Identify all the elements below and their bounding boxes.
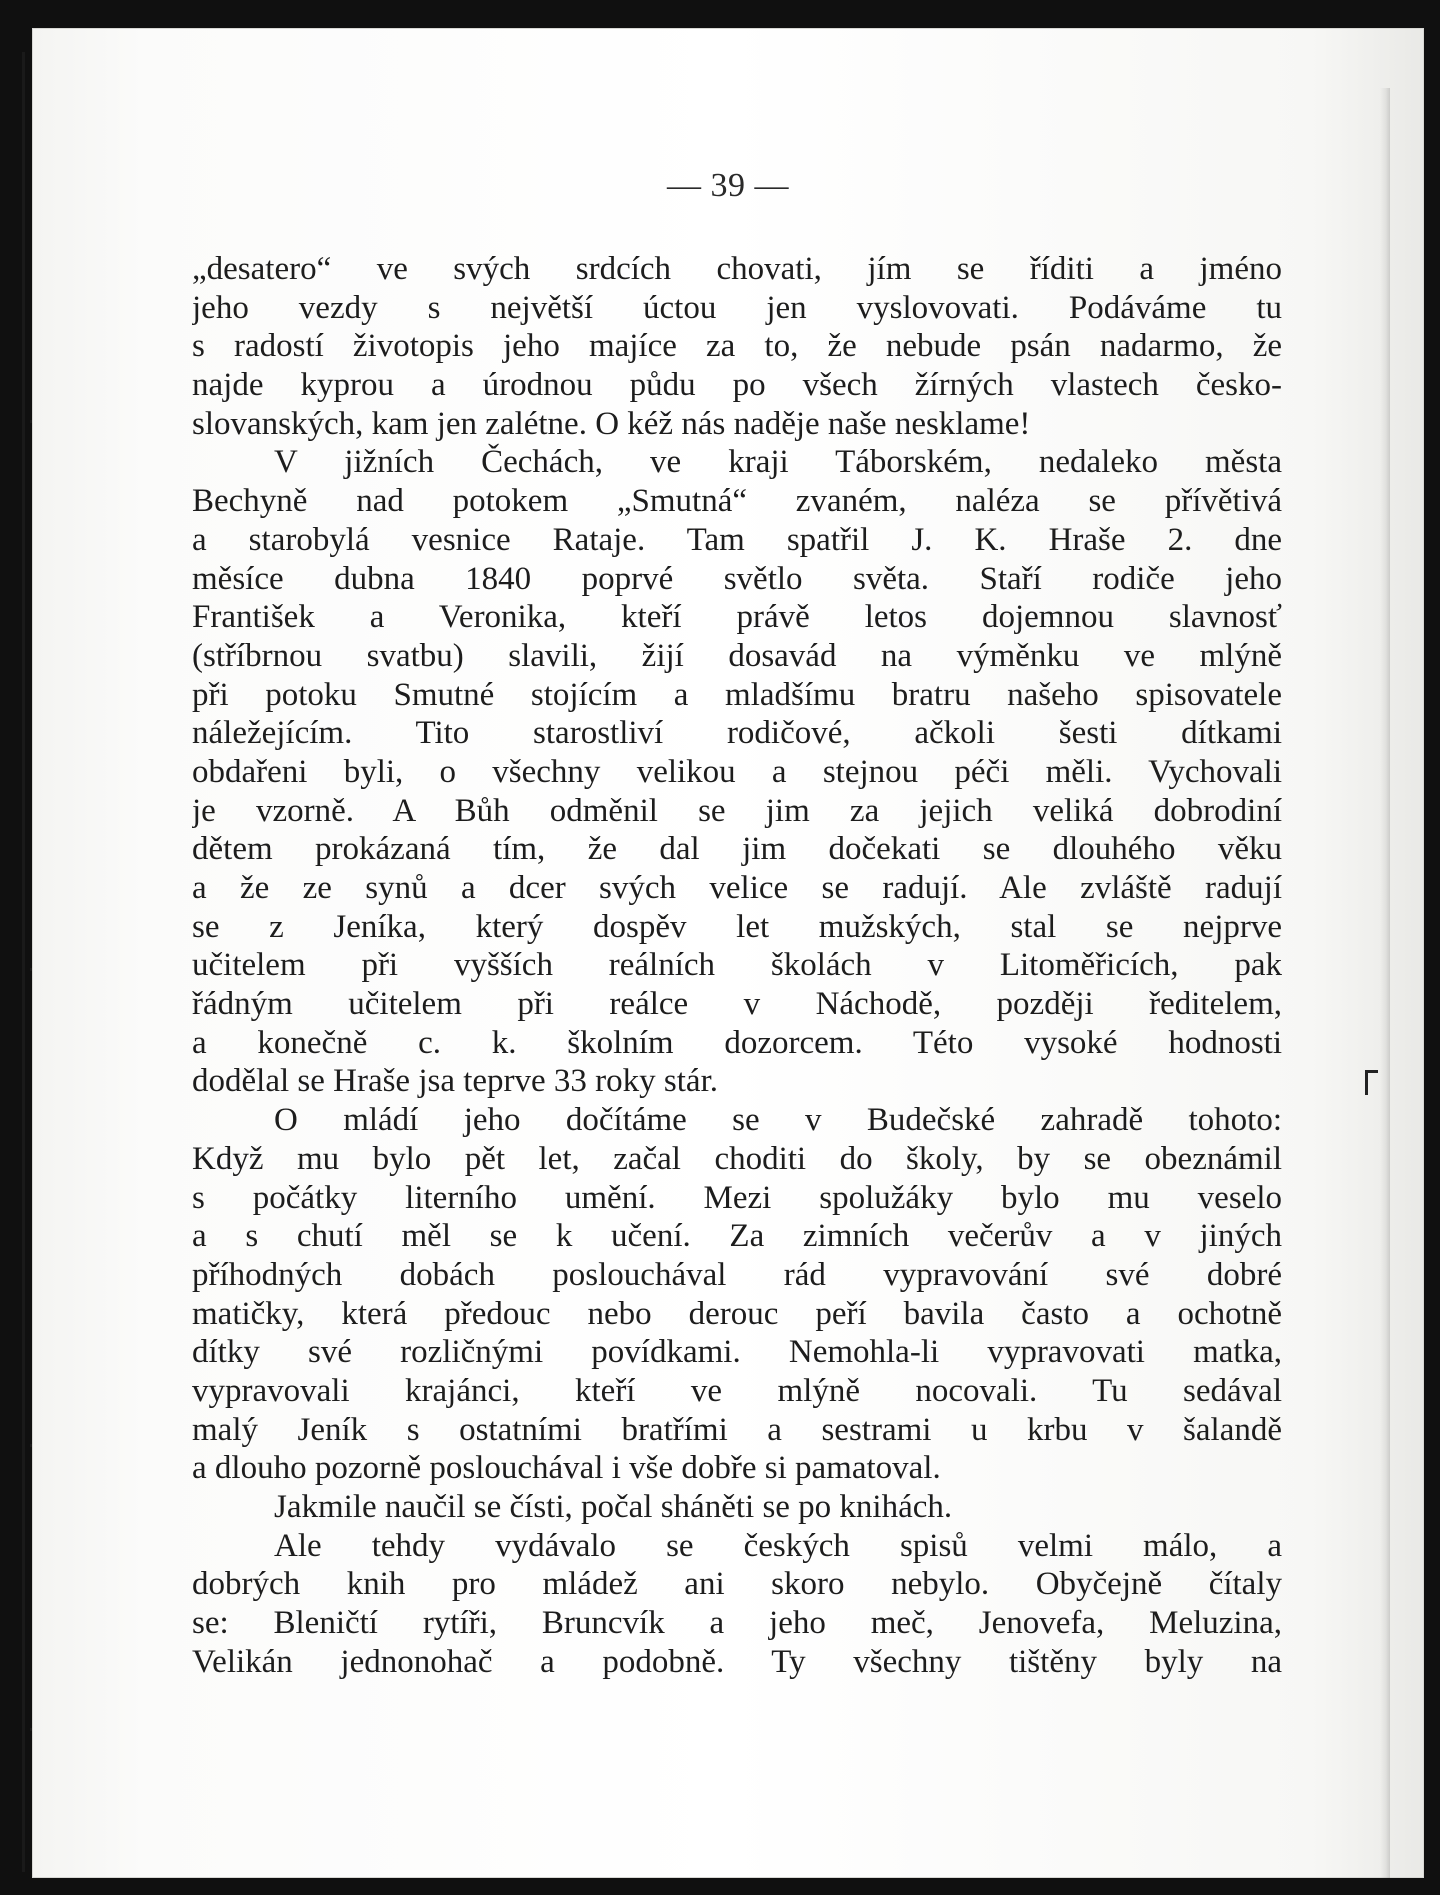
text-line: dítky své rozličnými povídkami. Nemohla-li vypravovati matka, (192, 1334, 1282, 1371)
text-line: matičky, která předouc nebo derouc peří bavila často a ochotně (192, 1295, 1282, 1332)
text-line: Ale tehdy vydávalo se českých spisů velmi málo, a (274, 1527, 1282, 1564)
text-line: řádným učitelem při reálce v Náchodě, později ředitelem, (192, 986, 1282, 1023)
text-line: najde kyprou a úrodnou půdu po všech žírných vlastech česko- (192, 367, 1282, 404)
text-line: příhodných dobách poslouchával rád vypravování své dobré (192, 1256, 1282, 1293)
text-line: dobrých knih pro mládež ani skoro nebylo. Obyčejně čítaly (192, 1566, 1282, 1603)
text-line: obdařeni byli, o všechny velikou a stejnou péči měli. Vychovali (192, 753, 1282, 790)
text-line: V jižních Čechách, ve kraji Táborském, nedaleko města (274, 444, 1282, 481)
text-line: náležejícím. Tito starostliví rodičové, ačkoli šesti dítkami (192, 715, 1282, 752)
text-line: se: Bleničtí rytíři, Bruncvík a jeho meč, Jenovefa, Meluzina, (192, 1605, 1282, 1642)
text-line: je vzorně. A Bůh odměnil se jim za jejich veliká dobrodiní (192, 792, 1282, 829)
text-line: O mládí jeho dočítáme se v Budečské zahradě tohoto: (274, 1102, 1282, 1139)
text-line: s počátky literního umění. Mezi spolužáky bylo mu veselo (192, 1179, 1282, 1216)
margin-mark (1365, 1070, 1378, 1095)
text-line: „desatero“ ve svých srdcích chovati, jím se říditi a jméno (192, 251, 1282, 287)
text-line: malý Jeník s ostatními bratřími a sestrami u krbu v šalandě (192, 1411, 1282, 1448)
text-line: a s chutí měl se k učení. Za zimních večerův a v jiných (192, 1218, 1282, 1255)
text-line: měsíce dubna 1840 poprvé světlo světa. Staří rodiče jeho (192, 560, 1282, 597)
text-line: jeho vezdy s největší úctou jen vyslovovati. Podáváme tu (192, 289, 1282, 326)
text-line: František a Veronika, kteří právě letos dojemnou slavnosť (192, 599, 1282, 636)
text-line: a konečně c. k. školním dozorcem. Této vysoké hodnosti (192, 1024, 1282, 1061)
body-text (192, 250, 1282, 1858)
book-page (32, 28, 1424, 1878)
text-line: Když mu bylo pět let, začal choditi do školy, by se obeznámil (192, 1140, 1282, 1177)
text-line: Jakmile naučil se čísti, počal sháněti se po knihách. (274, 1489, 953, 1525)
text-line: se z Jeníka, který dospěv let mužských, stal se nejprve (192, 908, 1282, 945)
text-line: učitelem při vyšších reálních školách v Litoměřicích, pak (192, 947, 1282, 984)
text-line: a starobylá vesnice Rataje. Tam spatřil J. K. Hraše 2. dne (192, 521, 1282, 558)
text-line: Bechyně nad potokem „Smutná“ zvaném, naléza se přívětivá (192, 483, 1282, 520)
text-line: dětem prokázaná tím, že dal jim dočekati se dlouhého věku (192, 831, 1282, 868)
text-line: při potoku Smutné stojícím a mladšímu bratru našeho spisovatele (192, 676, 1282, 713)
text-line: a že ze synů a dcer svých velice se radují. Ale zvláště radují (192, 870, 1282, 906)
page-edge-shadow (1380, 88, 1390, 1878)
text-line: (stříbrnou svatbu) slavili, žijí dosavád na výměnku ve mlýně (192, 637, 1282, 674)
binding-edge-line (22, 52, 25, 1872)
text-line: s radostí životopis jeho majíce za to, že nebude psán nadarmo, že (192, 328, 1282, 365)
text-line: Velikán jednonohač a podobně. Ty všechny tištěny byly na (192, 1643, 1282, 1680)
text-line: slovanských, kam jen zalétne. O kéž nás naděje naše nesklame! (192, 405, 1031, 442)
page-number: — 39 — (667, 167, 789, 204)
text-line: dodělal se Hraše jsa teprve 33 roky stár. (192, 1063, 719, 1100)
text-line: a dlouho pozorně poslouchával i vše dobře si pamatoval. (192, 1450, 941, 1487)
text-line: vypravovali krajánci, kteří ve mlýně nocovali. Tu sedával (192, 1372, 1282, 1409)
